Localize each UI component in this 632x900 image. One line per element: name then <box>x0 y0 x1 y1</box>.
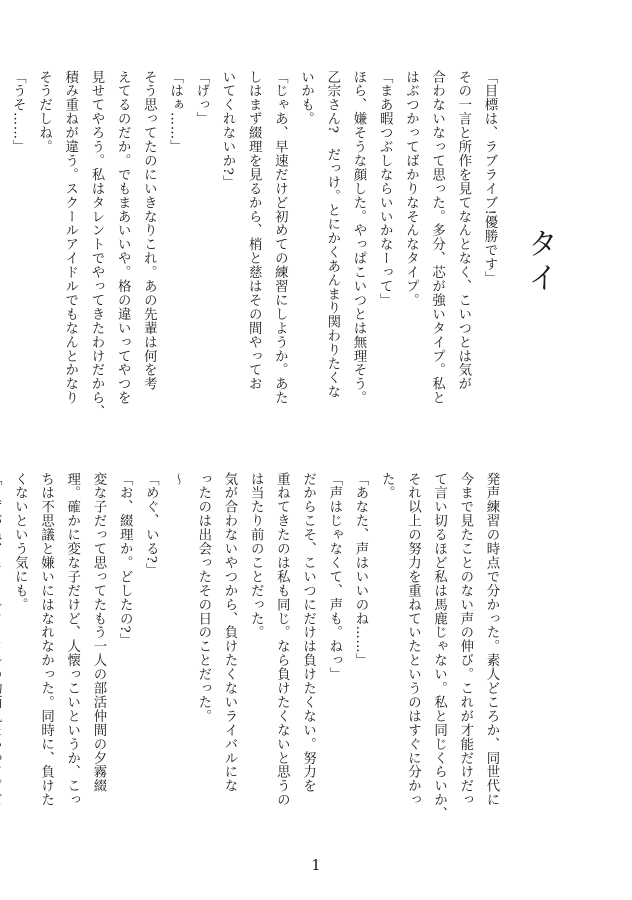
text-line: くないという気にも。 <box>12 472 28 612</box>
text-line: 「あなた、声はいいのね……」 <box>352 472 368 668</box>
text-line: そうだしね。 <box>36 70 52 154</box>
text-line: それ以上の努力を重ねていたというのはすぐに分かっ <box>405 472 421 807</box>
text-line: 「目標は、ラブライブ!優勝です」 <box>482 70 497 286</box>
text-line: いてくれないか?」 <box>219 70 235 190</box>
text-line: だからこそ、こいつにだけは負けたくない。努力を <box>300 472 316 793</box>
text-line: 重ねてきたのは私も同じ。なら負けたくないと思うの <box>274 472 290 807</box>
top-text-block <box>0 70 502 450</box>
text-line: 「めぐ、いる?」 <box>143 472 159 578</box>
text-line <box>0 70 4 450</box>
text-line: 「げっ」 <box>193 70 209 126</box>
text-line: いかも。 <box>298 70 314 126</box>
text-line: 変な子だって思ってたもう一人の部活仲間の夕霧綴 <box>90 472 106 793</box>
text-line <box>0 472 6 852</box>
text-line: しはまず綴理を見るから、梢と慈はその間やってお <box>246 70 262 391</box>
text-line: 合わないなって思った。多分、芯が強いタイプ。私と <box>429 70 445 405</box>
text-line: 「声はじゃなくて、声も。ねっ」 <box>326 472 342 682</box>
text-line: 積み重ねが違う。スクールアイドルでもなんとかなり <box>62 70 78 405</box>
text-line: ったのは出会ったその日のことだった。 <box>195 472 211 724</box>
text-line: ほら、嫌そうな顔した。やっぱこいつとは無理そう。 <box>350 70 366 405</box>
text-line: 「はぁ……」 <box>167 70 183 154</box>
text-line: 発声練習の時点で分かった。素人どころか、同世代に <box>484 472 499 807</box>
text-line: た。 <box>379 472 395 500</box>
text-line: えてるのだか。でもまあいいや。格の違いってやつを <box>115 70 131 405</box>
text-line: その一言と所作を見てなんとなく、こいつとは気が <box>455 70 471 391</box>
page-number: 1 <box>311 856 321 874</box>
text-line: 「うそ……」 <box>10 70 26 154</box>
text-line: て言い切るほど私は馬鹿じゃない。私と同じくらいか、 <box>431 472 447 821</box>
scene-break: 〜 <box>169 472 185 486</box>
text-line: そう思ってたのにいきなりこれ。あの先輩は何を考 <box>141 70 157 391</box>
text-line: 見せてやろう。私はタレントでやってきたわけだから、 <box>88 70 104 419</box>
text-line: は当たり前のことだった。 <box>248 472 264 640</box>
text-line: 今まで見たことのない声の伸び。これが才能だけだっ <box>457 472 473 807</box>
text-line: 「まあ暇つぶしならいいかなーって」 <box>377 70 393 308</box>
chapter-title: タイ <box>522 228 557 296</box>
text-line: 「じゃあ、早速だけど初めての練習にしようか。あた <box>272 70 288 405</box>
text-line: 「お、綴理か。どしたの?」 <box>117 472 133 648</box>
text-line: ちは不思議と嫌いにはなれなかった。同時に、負けた <box>38 472 54 807</box>
text-line: 乙宗さん? だっけ。とにかくあんまり関わりたくな <box>324 70 340 399</box>
bottom-text-block <box>0 472 504 852</box>
text-line: 気が合わないやつから、負けたくないライバルにな <box>221 472 237 793</box>
text-line: はぶつかってばかりなそんなタイプ。 <box>403 70 419 308</box>
text-line: 理。確かに変な子だけど、人懐っこいというか、こっ <box>64 472 80 807</box>
